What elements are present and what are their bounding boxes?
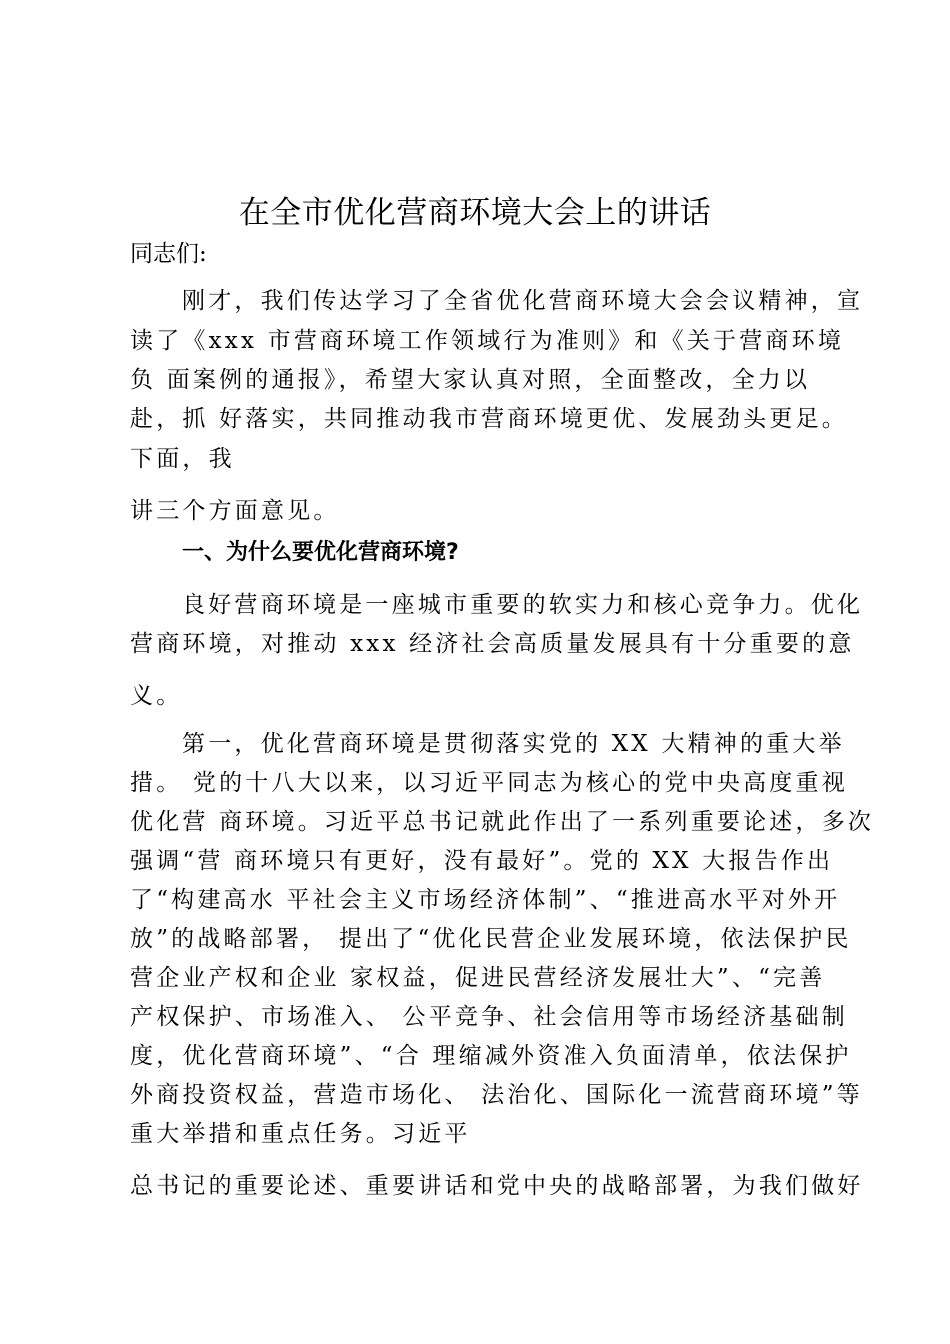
document-title: 在全市优化营商环境大会上的讲话 (238, 195, 712, 231)
paragraph-3-tail: 总书记的重要论述、重要讲话和党中央的战略部署，为我们做好 (130, 1173, 864, 1199)
paragraph-1-line-2: 读了《xxx 市营商环境工作领域行为准则》和《关于营商环境 (130, 328, 845, 354)
paragraph-3-line-9: 度，优化营商环境”、“合 理缩减外资准入负面清单，依法保护 (130, 1043, 852, 1069)
paragraph-3-line-10: 外商投资权益，营造市场化、 法治化、国际化一流营商环境”等 (130, 1082, 863, 1108)
paragraph-2-line-1: 良好营商环境是一座城市重要的软实力和核心竞争力。优化 (182, 592, 864, 618)
paragraph-3-line-7: 营企业产权和企业 家权益，促进民营经济发展壮大”、“完善 (130, 965, 826, 991)
paragraph-3-line-11: 重大举措和重点任务。习近平 (130, 1121, 471, 1147)
paragraph-3-line-6: 放”的战略部署， 提出了“优化民营企业发展环境，依法保护民 (130, 926, 852, 952)
section-heading-1: 一、为什么要优化营商环境? (182, 540, 459, 565)
paragraph-1-line-3: 负 面案例的通报》，希望大家认真对照，全面整改，全力以 (130, 367, 811, 393)
paragraph-1-line-4: 赴，抓 好落实，共同推动我市营商环境更优、发展劲头更足。 (130, 406, 848, 432)
paragraph-3-line-1: 第一，优化营商环境是贯彻落实党的 XX 大精神的重大举 (182, 731, 845, 757)
paragraph-1-tail: 讲三个方面意见。 (130, 498, 340, 524)
paragraph-3-line-3: 优化营 商环境。习近平总书记就此作出了一系列重要论述，多次 (130, 809, 875, 835)
paragraph-2-line-2: 营商环境，对推动 xxx 经济社会高质量发展具有十分重要的意 (130, 631, 855, 657)
paragraph-1-line-1: 刚才，我们传达学习了全省优化营商环境大会会议精神，宣 (182, 288, 864, 314)
paragraph-3-line-8: 产权保护、市场准入、 公平竞争、社会信用等市场经济基础制 (130, 1004, 848, 1030)
paragraph-2-tail: 义。 (130, 683, 183, 709)
paragraph-1-line-5: 下面，我 (130, 446, 235, 472)
paragraph-3-line-2: 措。 党的十八大以来，以习近平同志为核心的党中央高度重视 (130, 770, 848, 796)
paragraph-3-line-5: 了“构建高水 平社会主义市场经济体制”、“推进高水平对外开 (130, 887, 841, 913)
paragraph-3-line-4: 强调“营 商环境只有更好，没有最好”。党的 XX 大报告作出 (130, 848, 834, 874)
salutation: 同志们: (130, 241, 207, 267)
